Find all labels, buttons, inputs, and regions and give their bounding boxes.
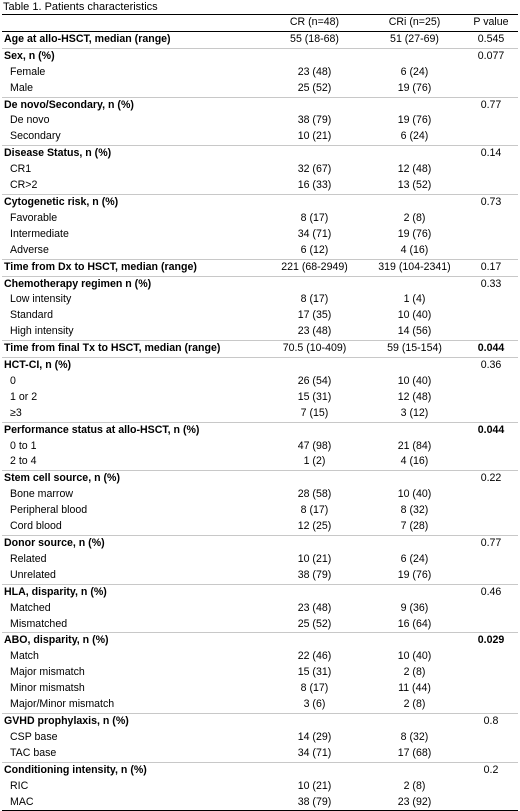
cri-value [365,276,464,292]
p-value: 0.14 [464,146,518,162]
table-body [2,31,518,811]
row-label: De novo/Secondary, n (%) [2,97,264,113]
row-label: HLA, disparity, n (%) [2,584,264,600]
cri-value: 6 (24) [400,130,429,143]
table-row [2,697,518,713]
p-value: 0.73 [464,194,518,210]
cr-value: 34 (71) [297,746,332,759]
cri-value: 59 (15-154) [365,341,464,358]
cri-value: 10 (40) [397,309,432,322]
table-section-row [2,358,518,374]
cr-value: 55 (18-68) [290,32,339,45]
row-label: Matched [10,601,51,614]
p-value: 0.2 [464,762,518,778]
row-label: Mismatched [10,617,68,630]
p-value: 0.77 [464,97,518,113]
row-label: 0 to 1 [10,439,37,452]
cri-value: 21 (84) [397,439,432,452]
cr-value: 34 (71) [297,227,332,240]
table-section-row [2,276,518,292]
table-section-row [2,713,518,729]
cr-value: 8 (17) [300,504,329,517]
cr-value: 15 (31) [297,390,332,403]
row-label: CR>2 [10,179,38,192]
row-label: Age at allo-HSCT, median (range) [4,32,171,45]
cr-value: 23 (48) [297,65,332,78]
cr-value: 17 (35) [297,309,332,322]
row-label: Cytogenetic risk, n (%) [2,194,264,210]
table-row [2,227,518,243]
p-value [464,681,518,697]
p-value [464,65,518,81]
cri-value: 51 (27-69) [390,32,439,45]
cr-value: 8 (17) [300,293,329,306]
cr-value: 38 (79) [297,568,332,581]
p-value: 0.77 [464,536,518,552]
p-value [464,601,518,617]
cr-value: 38 (79) [264,795,365,811]
p-value [464,503,518,519]
cri-value: 19 (76) [397,114,432,127]
cr-value [264,713,365,729]
cr-value: 28 (58) [297,488,332,501]
table-row [2,113,518,129]
table-row [2,81,518,97]
cri-value [365,633,464,649]
cr-value: 8 (17) [300,682,329,695]
table-row [2,779,518,795]
cri-value [365,358,464,374]
cr-value [264,633,365,649]
cr-value: 22 (46) [297,650,332,663]
header-p-value: P value [464,15,518,32]
table-row [2,746,518,762]
row-label: Time from Dx to HSCT, median (range) [2,259,264,276]
cr-value [264,584,365,600]
cri-value: 10 (40) [397,650,432,663]
p-value: 0.17 [464,259,518,276]
table-row [2,487,518,503]
p-value [464,406,518,422]
table-row [2,617,518,633]
table-section-row [2,48,518,64]
cr-value: 6 (12) [300,243,329,256]
p-value [464,519,518,535]
cri-value [365,422,464,438]
table-row [2,390,518,406]
table-caption: Table 1. Patients characteristics [3,1,158,13]
cri-value: 8 (32) [400,504,429,517]
row-label: Low intensity [10,293,72,306]
cri-value: 10 (40) [397,488,432,501]
cri-value [365,97,464,113]
row-label: Major/Minor mismatch [10,698,115,711]
cr-value: 23 (48) [297,601,332,614]
cri-value: 12 (48) [397,390,432,403]
cr-value [264,422,365,438]
p-value: 0.46 [464,584,518,600]
row-label: Minor mismatsh [10,682,85,695]
p-value: 0.044 [464,422,518,438]
p-value [464,779,518,795]
row-label: Chemotherapy regimen n (%) [2,276,264,292]
cri-value: 13 (52) [397,179,432,192]
p-value [464,81,518,97]
table-row [2,503,518,519]
cr-value: 16 (33) [297,179,332,192]
row-label: Performance status at allo-HSCT, n (%) [2,422,264,438]
cr-value: 70.5 (10-409) [264,341,365,358]
p-value [464,324,518,340]
p-value [464,454,518,470]
p-value: 0.8 [464,713,518,729]
cri-value: 2 (8) [403,779,426,792]
header-characteristic [2,15,264,32]
row-label: De novo [10,114,50,127]
table-section-row [2,422,518,438]
p-value [464,617,518,633]
table-row [2,649,518,665]
header-cri: CRi (n=25) [365,15,464,32]
cr-value: 25 (52) [297,81,332,94]
table-row [2,730,518,746]
cri-value [365,471,464,487]
p-value [464,374,518,390]
row-label: Female [10,65,46,78]
row-label: Unrelated [10,568,56,581]
table-row [2,406,518,422]
cri-value: 319 (104-2341) [365,259,464,276]
p-value: 0.545 [477,32,505,45]
row-label: Match [10,650,39,663]
cr-value: 8 (17) [300,211,329,224]
cri-value: 2 (8) [403,211,426,224]
cri-value: 2 (8) [403,698,426,711]
header-cr: CR (n=48) [264,15,365,32]
cr-value [264,48,365,64]
row-label: 1 or 2 [10,390,38,403]
cr-value [264,536,365,552]
table-row [2,324,518,340]
row-label: Male [10,81,33,94]
p-value [464,487,518,503]
cri-value [365,536,464,552]
row-label: RIC [10,779,29,792]
table-section-row [2,536,518,552]
table-row [2,243,518,259]
p-value [464,795,518,811]
cr-value: 15 (31) [297,666,332,679]
table-section-row [2,762,518,778]
cri-value: 19 (76) [397,227,432,240]
row-label: HCT-CI, n (%) [2,358,264,374]
table-row [2,568,518,584]
table-row [2,308,518,324]
patients-characteristics-table [2,14,518,811]
table-row [2,178,518,194]
table-row [2,601,518,617]
p-value [464,746,518,762]
row-label: CR1 [10,163,32,176]
table-row [2,519,518,535]
p-value [464,227,518,243]
p-value: 0.077 [464,48,518,64]
cri-value [365,146,464,162]
table-row [2,795,518,811]
cri-value: 14 (56) [397,325,432,338]
row-label: Stem cell source, n (%) [2,471,264,487]
cri-value [365,48,464,64]
table-section-row [2,633,518,649]
p-value: 0.044 [464,341,518,358]
cri-value [365,713,464,729]
p-value [464,129,518,145]
table-row [2,292,518,308]
table-row [2,681,518,697]
p-value: 0.36 [464,358,518,374]
p-value [464,439,518,455]
cri-value: 12 (48) [397,163,432,176]
cri-value: 4 (16) [400,243,429,256]
cr-value: 47 (98) [297,439,332,452]
cr-value: 10 (21) [297,779,332,792]
row-label: 0 [10,374,16,387]
row-label: 2 to 4 [10,455,37,468]
cri-value: 11 (44) [398,682,431,695]
row-label: Standard [10,309,53,322]
row-label: Peripheral blood [10,504,88,517]
p-value [464,211,518,227]
cr-value [264,471,365,487]
table-row [2,129,518,145]
table-section-row [2,146,518,162]
p-value [464,552,518,568]
cri-value: 9 (36) [400,601,429,614]
cr-value: 38 (79) [297,114,332,127]
cri-value: 6 (24) [400,65,429,78]
p-value [464,113,518,129]
cri-value: 6 (24) [400,552,429,565]
row-label: GVHD prophylaxis, n (%) [2,713,264,729]
table-row [2,65,518,81]
row-label: ABO, disparity, n (%) [2,633,264,649]
p-value [464,697,518,713]
row-label: Bone marrow [10,488,73,501]
cri-value: 16 (64) [397,617,432,630]
table-row [2,454,518,470]
cr-value: 10 (21) [297,552,332,565]
cri-value: 23 (92) [365,795,464,811]
table-section-row [2,31,518,48]
row-label: Conditioning intensity, n (%) [2,762,264,778]
table-row [2,162,518,178]
p-value: 0.029 [464,633,518,649]
p-value [464,178,518,194]
row-label: Time from final Tx to HSCT, median (range) [2,341,264,358]
row-label: Major mismatch [10,666,85,679]
row-label: Favorable [10,211,58,224]
cr-value: 12 (25) [297,520,332,533]
p-value [464,568,518,584]
table-row [2,211,518,227]
cri-value: 3 (12) [400,406,429,419]
cri-value: 4 (16) [400,455,429,468]
p-value [464,665,518,681]
p-value: 0.22 [464,471,518,487]
cri-value [365,194,464,210]
cr-value [264,762,365,778]
row-label: Cord blood [10,520,62,533]
row-label: Secondary [10,130,61,143]
cri-value: 8 (32) [400,730,429,743]
cri-value: 1 (4) [403,293,426,306]
cr-value: 14 (29) [297,730,332,743]
cr-value: 32 (67) [297,163,332,176]
table-section-row [2,194,518,210]
row-label: Donor source, n (%) [2,536,264,552]
cr-value: 26 (54) [297,374,332,387]
cr-value [264,194,365,210]
cr-value [264,276,365,292]
cr-value [264,97,365,113]
p-value [464,162,518,178]
cr-value: 23 (48) [297,325,332,338]
row-label: MAC [2,795,264,811]
row-label: CSP base [10,730,58,743]
row-label: TAC base [10,746,57,759]
row-label: Disease Status, n (%) [2,146,264,162]
p-value [464,390,518,406]
cri-value: 19 (76) [397,81,432,94]
cri-value [365,762,464,778]
cr-value [264,358,365,374]
cr-value: 25 (52) [297,617,332,630]
cr-value: 221 (68-2949) [264,259,365,276]
row-label: Adverse [10,243,49,256]
table-section-row [2,584,518,600]
cri-value: 19 (76) [397,568,432,581]
table-row [2,439,518,455]
cri-value: 10 (40) [397,374,432,387]
cr-value: 10 (21) [297,130,332,143]
p-value: 0.33 [464,276,518,292]
table-row [2,552,518,568]
cri-value: 7 (28) [400,520,429,533]
cr-value [264,146,365,162]
cr-value: 1 (2) [303,455,326,468]
p-value [464,292,518,308]
cri-value: 2 (8) [403,666,426,679]
table-row [2,374,518,390]
table-section-row [2,97,518,113]
p-value [464,730,518,746]
row-label: Intermediate [10,227,69,240]
table-section-row [2,259,518,276]
table-section-row [2,341,518,358]
row-label: Related [10,552,47,565]
p-value [464,308,518,324]
p-value [464,649,518,665]
table-section-row [2,471,518,487]
cr-value: 7 (15) [300,406,329,419]
table-header [2,15,518,32]
row-label: Sex, n (%) [2,48,264,64]
table-row [2,665,518,681]
row-label: High intensity [10,325,74,338]
p-value [464,243,518,259]
row-label: ≥3 [10,406,22,419]
cri-value [365,584,464,600]
cri-value: 17 (68) [397,746,432,759]
header-row [2,15,518,32]
cr-value: 3 (6) [303,698,326,711]
